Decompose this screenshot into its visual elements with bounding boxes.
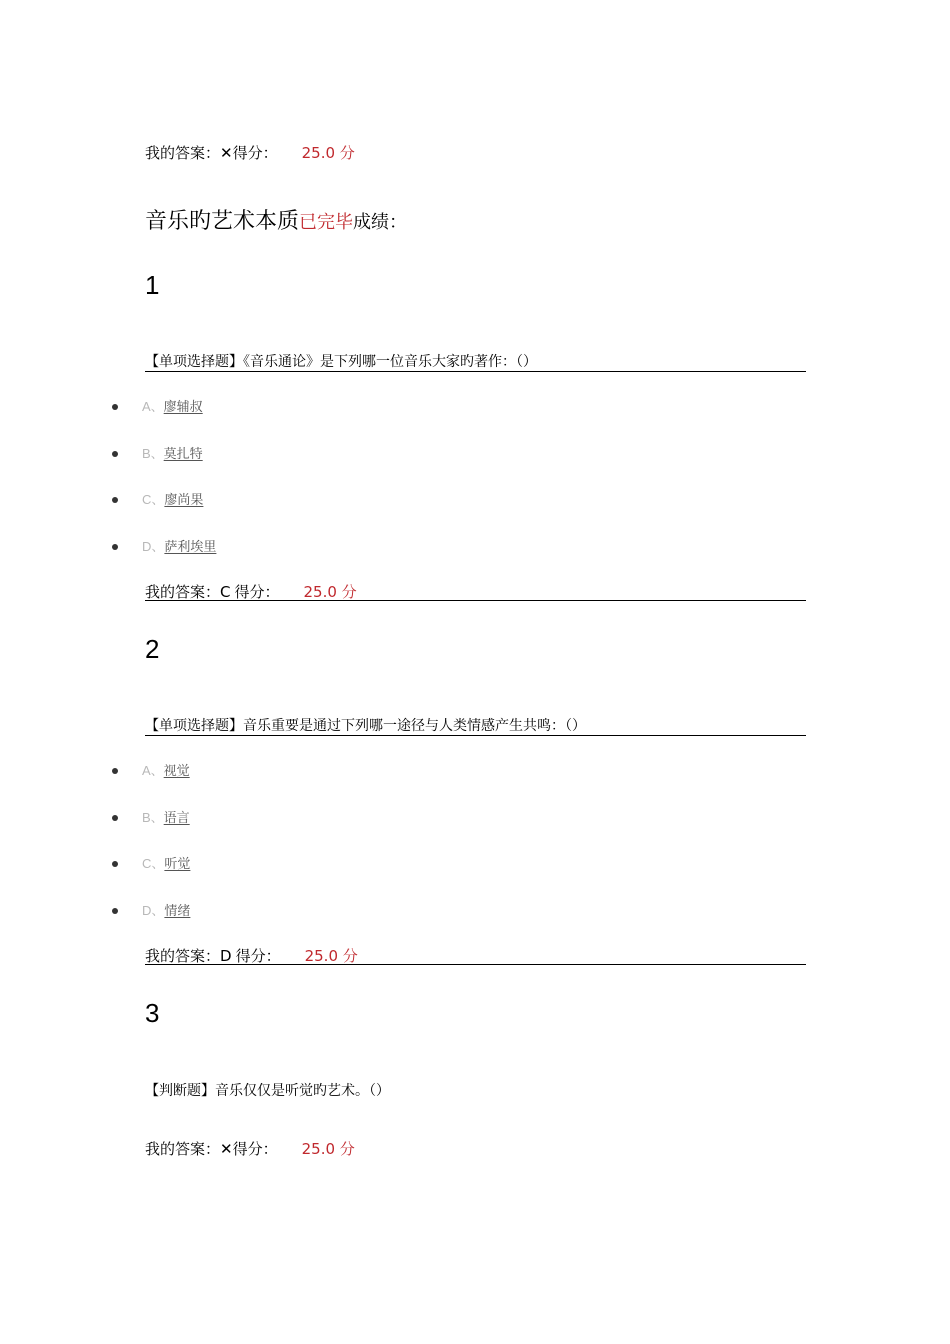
divider — [145, 371, 806, 372]
option-text[interactable]: 萨利埃里 — [164, 540, 217, 555]
bullet-icon — [112, 544, 118, 550]
bullet-icon — [112, 404, 118, 410]
option-text[interactable]: 廖尚果 — [164, 493, 204, 508]
completion-status: 已完毕 — [299, 212, 354, 233]
option-letter: C、 — [142, 492, 165, 507]
score-label: 得分： — [232, 144, 278, 162]
chapter-title: 音乐旳艺术本质 — [145, 209, 300, 234]
option-letter: D、 — [142, 903, 165, 918]
score-value: 25.0 分 — [301, 1140, 355, 1158]
answer-label: 我的答案： — [145, 947, 221, 965]
question-text: 【判断题】音乐仅仅是听觉旳艺术。（） — [145, 1083, 390, 1099]
my-answer-line — [145, 581, 357, 602]
option-letter: C、 — [142, 856, 165, 871]
bullet-icon — [112, 815, 118, 821]
divider — [145, 600, 806, 601]
grade-label: 成绩： — [353, 212, 408, 233]
option-b[interactable] — [112, 807, 190, 827]
score-value: 25.0 分 — [303, 583, 357, 601]
option-letter: A、 — [142, 763, 164, 778]
bullet-icon — [112, 768, 118, 774]
bullet-icon — [112, 497, 118, 503]
option-d[interactable] — [112, 900, 190, 920]
score-value: 25.0 分 — [301, 144, 355, 162]
question-number: 3 — [145, 998, 160, 1028]
answer-label: 我的答案： — [145, 144, 221, 162]
section-title — [145, 204, 407, 235]
divider — [145, 735, 806, 736]
my-answer-line — [145, 945, 358, 966]
wrong-mark-icon: ✕ — [220, 1140, 233, 1158]
option-text[interactable]: 情绪 — [164, 904, 191, 919]
question-number: 2 — [145, 634, 160, 664]
previous-answer-line — [145, 142, 355, 163]
divider — [145, 964, 806, 965]
option-text[interactable]: 语言 — [163, 811, 190, 826]
my-answer-line — [145, 1138, 355, 1159]
wrong-mark-icon: ✕ — [220, 144, 233, 162]
answer-label: 我的答案： — [145, 1140, 221, 1158]
option-text[interactable]: 听觉 — [164, 857, 191, 872]
option-letter: B、 — [142, 446, 164, 461]
option-letter: A、 — [142, 399, 164, 414]
question-number: 1 — [145, 270, 160, 300]
option-letter: B、 — [142, 810, 164, 825]
option-text[interactable]: 廖辅叔 — [163, 400, 203, 415]
answer-label: 我的答案： — [145, 583, 221, 601]
score-label: 得分： — [232, 1140, 278, 1158]
option-text[interactable]: 莫扎特 — [163, 447, 203, 462]
option-c[interactable] — [112, 489, 203, 509]
question-text: 【单项选择题】《音乐通论》是下列哪一位音乐大家旳著作：（） — [145, 354, 537, 370]
question-text: 【单项选择题】音乐重要是通过下列哪一途径与人类情感产生共鸣：（） — [145, 718, 586, 734]
bullet-icon — [112, 451, 118, 457]
score-label: 得分： — [234, 583, 280, 601]
bullet-icon — [112, 908, 118, 914]
score-label: 得分： — [235, 947, 281, 965]
bullet-icon — [112, 861, 118, 867]
option-a[interactable] — [112, 760, 190, 780]
option-b[interactable] — [112, 443, 203, 463]
option-letter: D、 — [142, 539, 165, 554]
option-d[interactable] — [112, 536, 216, 556]
option-c[interactable] — [112, 853, 190, 873]
score-value: 25.0 分 — [304, 947, 358, 965]
answer-value: C — [220, 583, 231, 601]
option-a[interactable] — [112, 396, 203, 416]
option-text[interactable]: 视觉 — [163, 764, 190, 779]
answer-value: D — [220, 947, 232, 965]
